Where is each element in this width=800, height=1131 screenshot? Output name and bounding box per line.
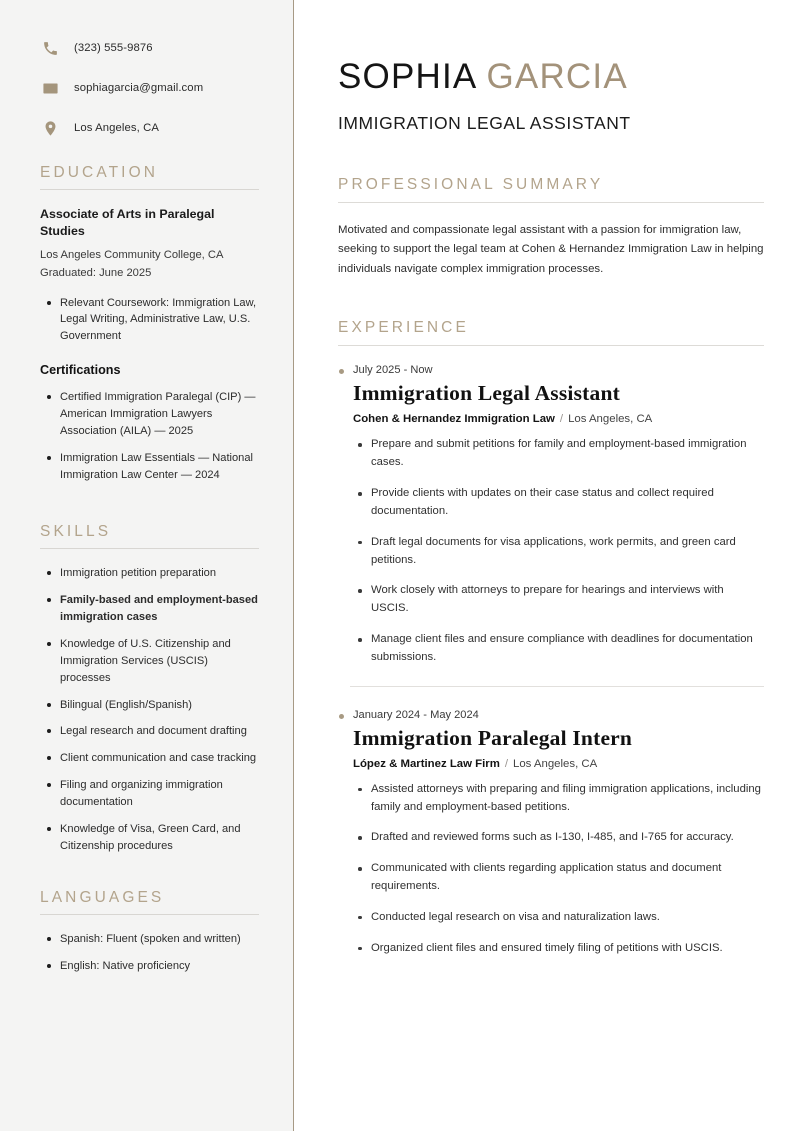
- education-heading: EDUCATION: [40, 164, 159, 181]
- list-item: Conducted legal research on visa and naturalization laws.: [353, 909, 764, 927]
- certifications-heading: Certifications: [40, 363, 121, 378]
- page-title: [338, 58, 764, 97]
- list-item: Family-based and employment-based immigration cases: [40, 592, 259, 626]
- experience-bullets: [353, 436, 764, 666]
- experience-separator: /: [559, 413, 564, 426]
- experience-separator: /: [504, 757, 508, 770]
- experience-location: Los Angeles, CA: [568, 413, 653, 426]
- education-coursework-list: [40, 295, 259, 346]
- experience-date: January 2024 - May 2024: [338, 709, 764, 721]
- education-graduated: Graduated: June 2025: [40, 266, 152, 279]
- list-item: Spanish: Fluent (spoken and written): [40, 931, 259, 948]
- skills-rule: [40, 548, 259, 549]
- skills-list: [40, 565, 259, 854]
- languages-heading: LANGUAGES: [40, 888, 165, 906]
- summary-section: [338, 176, 764, 280]
- experience-role: Immigration Legal Assistant: [353, 381, 620, 406]
- summary-text: Motivated and compassionate legal assistant with a passion for immigration law, seeking to support the legal team at Cohen & Hernandez Immigration Law in helping individuals navigate complex immigration processes.: [338, 223, 764, 275]
- contact-list: [40, 38, 259, 138]
- list-item: Drafted and reviewed forms such as I-130, I-485, and I-765 for accuracy.: [353, 829, 764, 847]
- languages-rule: [40, 914, 259, 915]
- languages-list: [40, 931, 259, 975]
- experience-organization: [338, 413, 764, 425]
- experience-company: Cohen & Hernandez Immigration Law: [353, 413, 555, 426]
- summary-heading: PROFESSIONAL SUMMARY: [338, 175, 604, 193]
- list-item: Provide clients with updates on their case status and collect required documentation.: [353, 485, 764, 521]
- list-item: Filing and organizing immigration documentation: [40, 777, 259, 811]
- experience-entry: [338, 364, 764, 666]
- list-item: Immigration petition preparation: [40, 565, 259, 582]
- contact-location[interactable]: [40, 118, 259, 138]
- list-item: Certified Immigration Paralegal (CIP) — American Immigration Lawyers Association (AILA) — 2025: [40, 389, 259, 440]
- email-value: sophiagarcia@gmail.com: [74, 82, 204, 94]
- education-section: [40, 164, 259, 483]
- spacer: [40, 865, 259, 889]
- sidebar: [0, 0, 294, 1131]
- experience-company: López & Martinez Law Firm: [353, 757, 500, 770]
- experience-divider: [350, 686, 764, 687]
- first-name: SOPHIA: [338, 57, 476, 96]
- list-item: Communicated with clients regarding application status and document requirements.: [353, 860, 764, 896]
- envelope-icon: [40, 78, 60, 98]
- list-item: Relevant Coursework: Immigration Law, Legal Writing, Administrative Law, U.S. Government: [40, 295, 259, 346]
- list-item: Knowledge of Visa, Green Card, and Citizenship procedures: [40, 821, 259, 855]
- experience-section: [338, 319, 764, 957]
- experience-bullets: [353, 781, 764, 958]
- last-name: GARCIA: [486, 57, 628, 96]
- experience-date: July 2025 - Now: [338, 364, 764, 376]
- summary-rule: [338, 202, 764, 203]
- experience-organization: [338, 758, 764, 770]
- list-item: Bilingual (English/Spanish): [40, 697, 259, 714]
- experience-role: Immigration Paralegal Intern: [353, 725, 633, 750]
- list-item: Prepare and submit petitions for family and employment-based immigration cases.: [353, 436, 764, 472]
- main-content: [294, 0, 800, 1131]
- list-item: Manage client files and ensure compliance with deadlines for documentation submissions.: [353, 631, 764, 667]
- skills-heading: SKILLS: [40, 523, 112, 541]
- list-item: Draft legal documents for visa applications, work permits, and green card petitions.: [353, 534, 764, 570]
- experience-rule: [338, 345, 764, 346]
- phone-value: (323) 555-9876: [74, 42, 153, 54]
- experience-location: Los Angeles, CA: [513, 757, 598, 770]
- list-item: Assisted attorneys with preparing and filing immigration applications, including family and employment-based petitions.: [353, 781, 764, 817]
- education-degree: Associate of Arts in Paralegal Studies: [40, 207, 215, 239]
- certifications-list: [40, 389, 259, 483]
- list-item: Client communication and case tracking: [40, 750, 259, 767]
- experience-heading: EXPERIENCE: [338, 319, 469, 337]
- list-item: Immigration Law Essentials — National Immigration Law Center — 2024: [40, 450, 259, 484]
- list-item: Organized client files and ensured timely filing of petitions with USCIS.: [353, 940, 764, 958]
- contact-email[interactable]: [40, 78, 259, 98]
- list-item: English: Native proficiency: [40, 958, 259, 975]
- list-item: Work closely with attorneys to prepare for hearings and interviews with USCIS.: [353, 582, 764, 618]
- experience-entry: [338, 709, 764, 958]
- contact-phone[interactable]: [40, 38, 259, 58]
- spacer: [40, 493, 259, 523]
- list-item: Knowledge of U.S. Citizenship and Immigration Services (USCIS) processes: [40, 636, 259, 687]
- headline-job-title: IMMIGRATION LEGAL ASSISTANT: [338, 112, 631, 133]
- education-school: Los Angeles Community College, CA: [40, 249, 224, 262]
- phone-icon: [40, 38, 60, 58]
- location-pin-icon: [40, 118, 60, 138]
- languages-section: [40, 889, 259, 975]
- skills-section: [40, 523, 259, 854]
- list-item: Legal research and document drafting: [40, 723, 259, 740]
- location-value: Los Angeles, CA: [74, 122, 160, 134]
- education-rule: [40, 189, 259, 190]
